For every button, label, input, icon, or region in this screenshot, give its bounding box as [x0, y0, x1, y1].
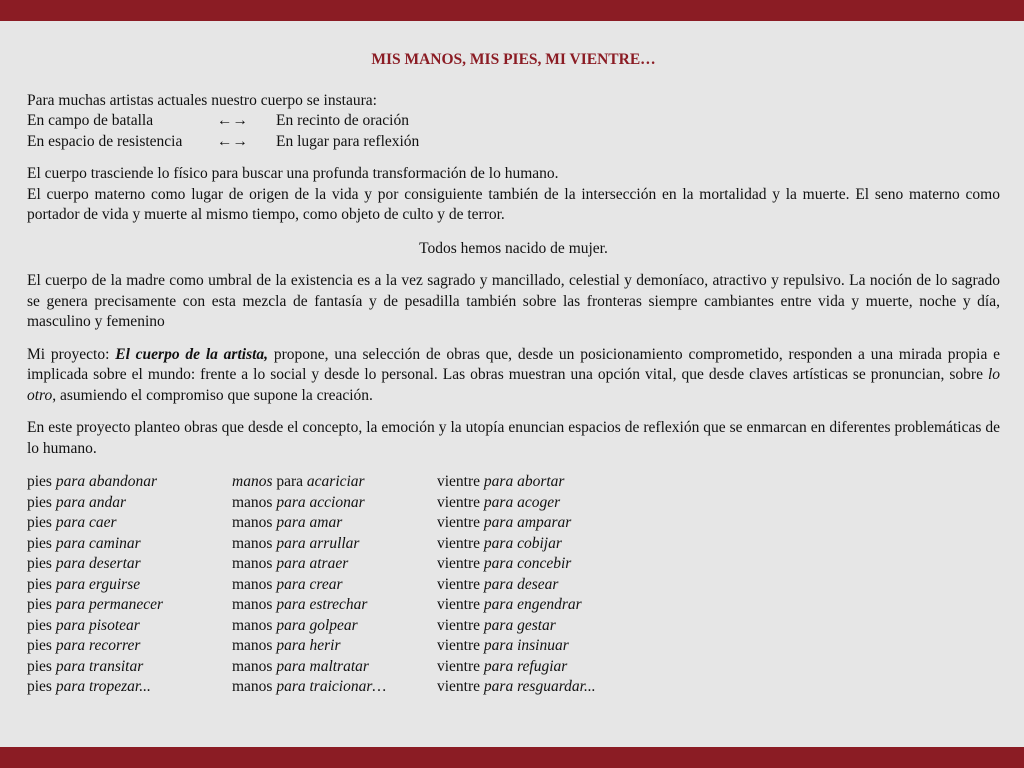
- list-verb: para erguirse: [55, 575, 141, 593]
- list-noun: vientre: [437, 534, 484, 552]
- list-verb: para andar: [55, 493, 127, 511]
- list-noun: pies: [27, 678, 56, 695]
- arrow-icon: ←→: [217, 132, 248, 150]
- list-item: [232, 472, 437, 493]
- list-noun: vientre: [437, 637, 484, 654]
- list-item: [232, 513, 437, 534]
- word-lists: [27, 472, 1000, 698]
- list-noun: manos: [232, 534, 277, 552]
- paragraph-4-text: Mi proyecto:: [27, 345, 116, 363]
- list-noun: manos: [232, 678, 277, 695]
- intro-line: Para muchas artistas actuales nuestro cuerpo se instaura:: [27, 91, 377, 109]
- list-item: [437, 575, 642, 596]
- list-verb: acariciar: [306, 473, 365, 490]
- list-item: [437, 493, 642, 514]
- list-noun: manos: [232, 473, 273, 490]
- list-verb: para tropezar...: [55, 678, 151, 695]
- list-item: [437, 636, 642, 657]
- list-noun: pies: [27, 555, 56, 572]
- list-item: [232, 657, 437, 678]
- list-item: [437, 554, 642, 575]
- list-noun: pies: [27, 616, 56, 634]
- list-noun: manos: [232, 514, 277, 531]
- list-item: [232, 493, 437, 514]
- list-item: [27, 513, 232, 534]
- list-verb: para golpear: [276, 616, 358, 634]
- list-verb: para concebir: [483, 555, 572, 572]
- list-noun: pies: [27, 596, 56, 613]
- bottom-bar: [0, 747, 1024, 768]
- list-item: [27, 657, 232, 678]
- list-verb: para cobijar: [483, 534, 562, 552]
- paragraph-4-emphasis: lo otro: [27, 366, 1000, 404]
- list-verb: para abandonar: [55, 473, 158, 490]
- list-verb: para insinuar: [483, 637, 569, 654]
- list-verb: para amar: [276, 514, 343, 531]
- list-verb: para transitar: [55, 657, 144, 675]
- list-item: [437, 595, 642, 616]
- pies-column: [27, 472, 232, 698]
- list-verb: para permanecer: [55, 596, 164, 613]
- list-item: [232, 616, 437, 637]
- list-item: [232, 595, 437, 616]
- pair-left: En campo de batalla: [27, 112, 154, 129]
- list-item: [232, 677, 437, 698]
- list-item: [27, 472, 232, 493]
- list-verb: para engendrar: [483, 596, 582, 613]
- list-noun: manos: [232, 657, 277, 675]
- intro-pair: [27, 111, 1000, 132]
- list-noun: pies: [27, 534, 56, 552]
- page-title: MIS MANOS, MIS PIES, MI VIENTRE…: [371, 51, 656, 68]
- list-verb: para caer: [55, 514, 117, 531]
- list-noun: vientre: [437, 657, 484, 675]
- list-verb: para crear: [276, 575, 343, 593]
- list-item: [27, 534, 232, 555]
- pair-left: En espacio de resistencia: [27, 132, 183, 150]
- list-verb: para desertar: [55, 555, 141, 572]
- intro-pair: [27, 132, 1000, 153]
- list-item: [437, 677, 642, 698]
- list-noun: manos: [232, 493, 277, 511]
- list-noun: vientre: [437, 493, 484, 511]
- list-verb: para estrechar: [276, 596, 368, 613]
- list-noun: pies: [27, 473, 56, 490]
- list-connector: para: [272, 473, 307, 490]
- list-noun: vientre: [437, 575, 484, 593]
- project-title: El cuerpo de la artista,: [115, 345, 269, 363]
- list-verb: para gestar: [483, 616, 556, 634]
- pair-right: En lugar para reflexión: [276, 132, 420, 150]
- list-verb: para herir: [276, 637, 341, 654]
- list-noun: vientre: [437, 473, 484, 490]
- list-item: [27, 636, 232, 657]
- list-item: [232, 554, 437, 575]
- paragraph-4-text: , asumiendo el compromiso que supone la creación.: [52, 386, 373, 404]
- paragraph-5: En este proyecto planteo obras que desde el concepto, la emoción y la utopía enuncian espacios de reflexión que se enmarcan en diferentes problemáticas de lo humano.: [27, 419, 1000, 457]
- paragraph-2: El cuerpo materno como lugar de origen de la vida y por consiguiente también de la intersección en la mortalidad y la muerte. El seno materno como portador de vida y muerte al mismo tiempo, como objeto de culto y de terror.: [27, 185, 1000, 223]
- list-item: [232, 636, 437, 657]
- list-noun: pies: [27, 493, 56, 511]
- list-noun: manos: [232, 555, 277, 572]
- list-item: [27, 595, 232, 616]
- list-noun: vientre: [437, 596, 484, 613]
- intro-block: [27, 91, 1000, 153]
- list-verb: para abortar: [483, 473, 565, 490]
- list-item: [232, 534, 437, 555]
- list-verb: para accionar: [276, 493, 365, 511]
- list-item: [27, 554, 232, 575]
- list-item: [27, 575, 232, 596]
- list-verb: para traicionar…: [276, 678, 387, 695]
- paragraph-4-text: propone, una selección de obras que, desde un posicionamiento comprometido, responden a una mirada propia e implicada sobre el mundo: frente a lo social y desde lo personal. Las obras muestran una opción vital, que desde claves artísticas se pronuncian, sobre: [27, 345, 1001, 383]
- list-item: [232, 575, 437, 596]
- list-verb: para atraer: [276, 555, 349, 572]
- paragraph-4: [27, 345, 1000, 407]
- list-item: [437, 657, 642, 678]
- list-item: [437, 513, 642, 534]
- list-noun: pies: [27, 637, 56, 654]
- list-item: [27, 616, 232, 637]
- list-noun: pies: [27, 575, 56, 593]
- list-noun: manos: [232, 637, 277, 654]
- list-verb: para desear: [483, 575, 559, 593]
- arrow-icon: ←→: [217, 112, 248, 129]
- list-noun: vientre: [437, 514, 484, 531]
- paragraph-body: [27, 164, 1000, 226]
- list-noun: vientre: [437, 616, 484, 634]
- list-noun: pies: [27, 514, 56, 531]
- list-verb: para caminar: [55, 534, 141, 552]
- list-item: [27, 493, 232, 514]
- document-body: [27, 50, 1000, 698]
- paragraph-1: El cuerpo trasciende lo físico para buscar una profunda transformación de lo humano.: [27, 165, 559, 182]
- list-noun: manos: [232, 575, 277, 593]
- list-item: [27, 677, 232, 698]
- list-noun: manos: [232, 616, 277, 634]
- list-verb: para refugiar: [483, 657, 568, 675]
- list-noun: manos: [232, 596, 277, 613]
- list-verb: para resguardar...: [483, 678, 596, 695]
- list-verb: para acoger: [483, 493, 561, 511]
- top-bar: [0, 0, 1024, 21]
- list-noun: pies: [27, 657, 56, 675]
- list-verb: para arrullar: [276, 534, 360, 552]
- vientre-column: [437, 472, 642, 698]
- list-verb: para recorrer: [55, 637, 141, 654]
- centered-quote: Todos hemos nacido de mujer.: [419, 239, 608, 257]
- pair-right: En recinto de oración: [276, 112, 409, 129]
- manos-column: [232, 472, 437, 698]
- list-noun: vientre: [437, 678, 484, 695]
- list-item: [437, 472, 642, 493]
- list-verb: para amparar: [483, 514, 572, 531]
- paragraph-3: El cuerpo de la madre como umbral de la existencia es a la vez sagrado y mancillado, celestial y demoníaco, atractivo y repulsivo. La noción de lo sagrado se genera precisamente con esta mezcla de fantasía y de pesadilla también sobre las fronteras siempre cambiantes entre vida y muerte, noche y día, masculino y femenino: [27, 272, 1000, 330]
- list-noun: vientre: [437, 555, 484, 572]
- list-item: [437, 616, 642, 637]
- list-verb: para maltratar: [276, 657, 369, 675]
- list-verb: para pisotear: [55, 616, 140, 634]
- list-item: [437, 534, 642, 555]
